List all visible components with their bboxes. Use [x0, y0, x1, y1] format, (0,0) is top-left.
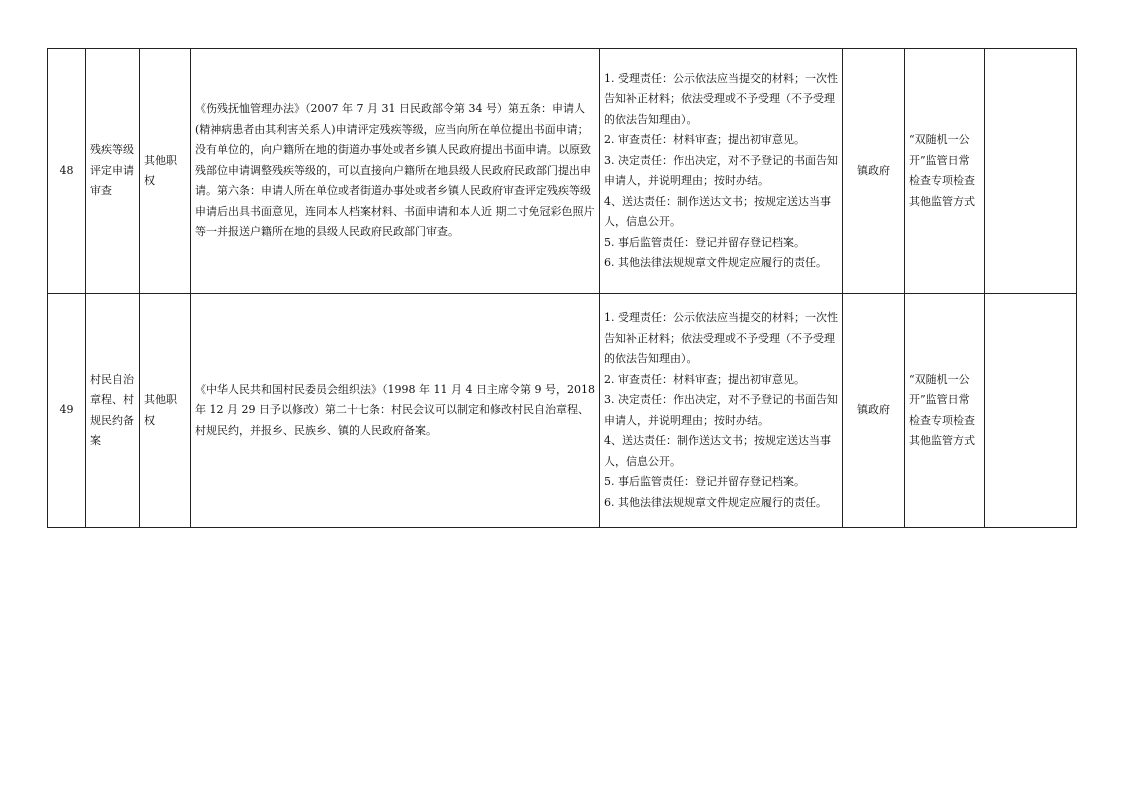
responsibility-item: 2. 审查责任：材料审查；提出初审意见。 [604, 133, 805, 146]
power-list-table [47, 48, 1077, 528]
responsibility-item: 6. 其他法律法规规章文件规定应履行的责任。 [604, 495, 827, 509]
legal-basis: 《伤残抚恤管理办法》（2007 年 7 月 31 日民政部令第 34 号）第五条：申请人(精神病患者由其利害关系人)申请评定残疾等级，应当向所在单位提出书面申请；没有单位的，向户籍所在地的街道办事处或者乡镇人民政府提出书面申请。以原致残部位申请调整残疾等级的，可以直接向户籍所在地县级人民政府民政部门提出申请。第六条：申请人所在单位或者街道办事处或者乡镇人民政府审查评定残疾等级申请后出具书面意见，连同本人档案材料、书面申请和本人近 期二寸免冠彩色照片等一并报送户籍所在地的县级人民政府民政部门审查。 [191, 49, 600, 294]
row-number: 48 [48, 49, 86, 294]
power-name: 村民自治章程、村规民约备案 [86, 294, 140, 528]
power-type: 其他职权 [140, 49, 191, 294]
row-number: 49 [48, 294, 86, 528]
responsibility-list [600, 294, 843, 528]
responsibility-list [600, 49, 843, 294]
responsibility-item: 2. 审查责任：材料审查；提出初审意见。 [604, 372, 805, 386]
table-row [48, 294, 1077, 528]
supervision-method: “双随机一公开”监管日常检查专项检查其他监管方式 [905, 294, 985, 528]
responsibility-item: 5. 事后监管责任：登记并留存登记档案。 [604, 475, 805, 488]
implementing-department: 镇政府 [843, 294, 905, 528]
responsibility-item: 3. 决定责任：作出决定，对不予登记的书面告知申请人，并说明理由；按时办结。 [604, 153, 838, 187]
power-type: 其他职权 [140, 294, 191, 528]
implementing-department: 镇政府 [843, 49, 905, 294]
legal-basis: 《中华人民共和国村民委员会组织法》（1998 年 11 月 4 日主席令第 9 号，2018 年 12 月 29 日予以修改）第二十七条：村民会议可以制定和修改村民自治章程、村规民约，并报乡、民族乡、镇的人民政府备案。 [191, 294, 600, 528]
responsibility-item: 1. 受理责任：公示依法应当提交的材料；一次性告知补正材料；依法受理或不予受理（不予受理的依法告知理由）。 [604, 71, 838, 126]
table-row [48, 49, 1077, 294]
responsibility-item: 4、送达责任：制作送达文书；按规定送达当事人，信息公开。 [604, 434, 831, 468]
responsibility-item: 5. 事后监管责任：登记并留存登记档案。 [604, 235, 805, 249]
remark [985, 49, 1077, 294]
responsibility-item: 6. 其他法律法规规章文件规定应履行的责任。 [604, 256, 827, 269]
responsibility-item: 3. 决定责任：作出决定，对不予登记的书面告知申请人，并说明理由；按时办结。 [604, 393, 838, 427]
remark [985, 294, 1077, 528]
responsibility-item: 1. 受理责任：公示依法应当提交的材料；一次性告知补正材料；依法受理或不予受理（不予受理的依法告知理由）。 [604, 311, 838, 365]
power-name: 残疾等级评定申请审查 [86, 49, 140, 294]
responsibility-item: 4、送达责任：制作送达文书；按规定送达当事人，信息公开。 [604, 194, 831, 228]
supervision-method: “双随机一公开”监管日常检查专项检查其他监管方式 [905, 49, 985, 294]
